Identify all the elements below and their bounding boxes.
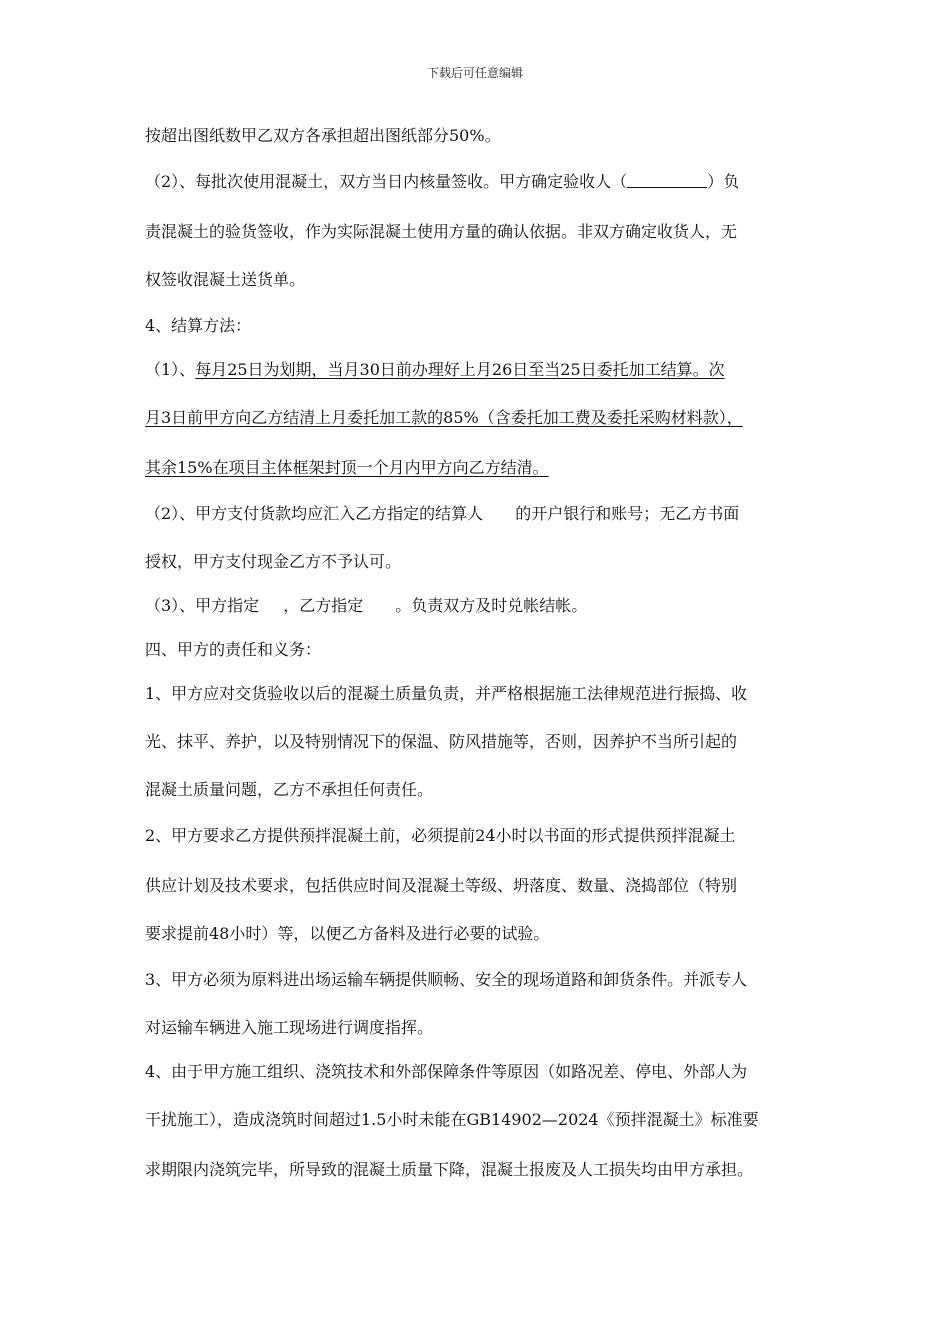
paragraph-line: 要求提前48小时）等，以便乙方备料及进行必要的试验。	[145, 924, 550, 943]
section-heading: 4、结算方法：	[145, 316, 252, 335]
paragraph-line: 按超出图纸数甲乙双方各承担超出图纸部分50%。	[145, 126, 501, 145]
underlined-line: 月3日前甲方向乙方结清上月委托加工款的85%（含委托加工费及委托采购材料款），	[145, 408, 743, 427]
section-heading: 四、甲方的责任和义务：	[145, 640, 322, 659]
line-text: （1）、	[145, 360, 196, 379]
line-text: ，乙方指定	[283, 596, 364, 615]
paragraph-line	[145, 356, 725, 384]
paragraph-line: 光、抹平、养护，以及特别情况下的保温、防风措施等，否则，因养护不当所引起的	[145, 732, 738, 751]
paragraph-line: 3、甲方必须为原料进出场运输车辆提供顺畅、安全的现场道路和卸货条件。并派专人	[145, 970, 748, 989]
line-text: 的开户银行和账号；无乙方书面	[515, 504, 740, 523]
line-text: 。负责双方及时兑帐结帐。	[395, 596, 588, 615]
paragraph-line: 求期限内浇筑完毕，所导致的混凝土质量下降，混凝土报废及人工损失均由甲方承担。	[145, 1160, 754, 1179]
page-header: 下载后可任意编辑	[426, 66, 523, 80]
paragraph-line: 授权，甲方支付现金乙方不予认可。	[145, 552, 402, 571]
underlined-line: 其余15%在项目主体框架封顶一个月内甲方向乙方结清。	[145, 458, 549, 477]
paragraph-line: 供应计划及技术要求，包括供应时间及混凝土等级、坍落度、数量、浇捣部位（特别	[145, 876, 738, 895]
paragraph-line: 责混凝土的验货签收，作为实际混凝土使用方量的确认依据。非双方确定收货人，无	[145, 222, 738, 241]
paragraph-line	[145, 500, 739, 528]
line-text: ）负	[707, 172, 740, 191]
paragraph-line: 1、甲方应对交货验收以后的混凝土质量负责，并严格根据施工法律规范进行振捣、收	[145, 684, 748, 703]
line-text: （3）、甲方指定	[145, 596, 260, 615]
line-text: （2）、每批次使用混凝土，双方当日内核量签收。甲方确定验收人（	[145, 172, 628, 191]
paragraph-line: 权签收混凝土送货单。	[145, 270, 306, 289]
paragraph-line: 4、由于甲方施工组织、浇筑技术和外部保障条件等原因（如路况差、停电、外部人为	[145, 1062, 748, 1081]
paragraph-line	[145, 592, 587, 620]
paragraph-line	[145, 168, 739, 196]
paragraph-line: 2、甲方要求乙方提供预拌混凝土前，必须提前24小时以书面的形式提供预拌混凝土	[145, 826, 736, 845]
underlined-text: 每月25日为划期，当月30日前办理好上月26日至当25日委托加工结算。次	[195, 360, 725, 379]
paragraph-line: 对运输车辆进入施工现场进行调度指挥。	[145, 1018, 434, 1037]
signature-blank	[627, 171, 707, 188]
paragraph-line: 干扰施工），造成浇筑时间超过1.5小时未能在GB14902—2024《预拌混凝土》标准要	[145, 1110, 759, 1129]
paragraph-line: 混凝土质量问题，乙方不承担任何责任。	[145, 780, 434, 799]
line-text: （2）、甲方支付货款均应汇入乙方指定的结算人	[145, 504, 484, 523]
